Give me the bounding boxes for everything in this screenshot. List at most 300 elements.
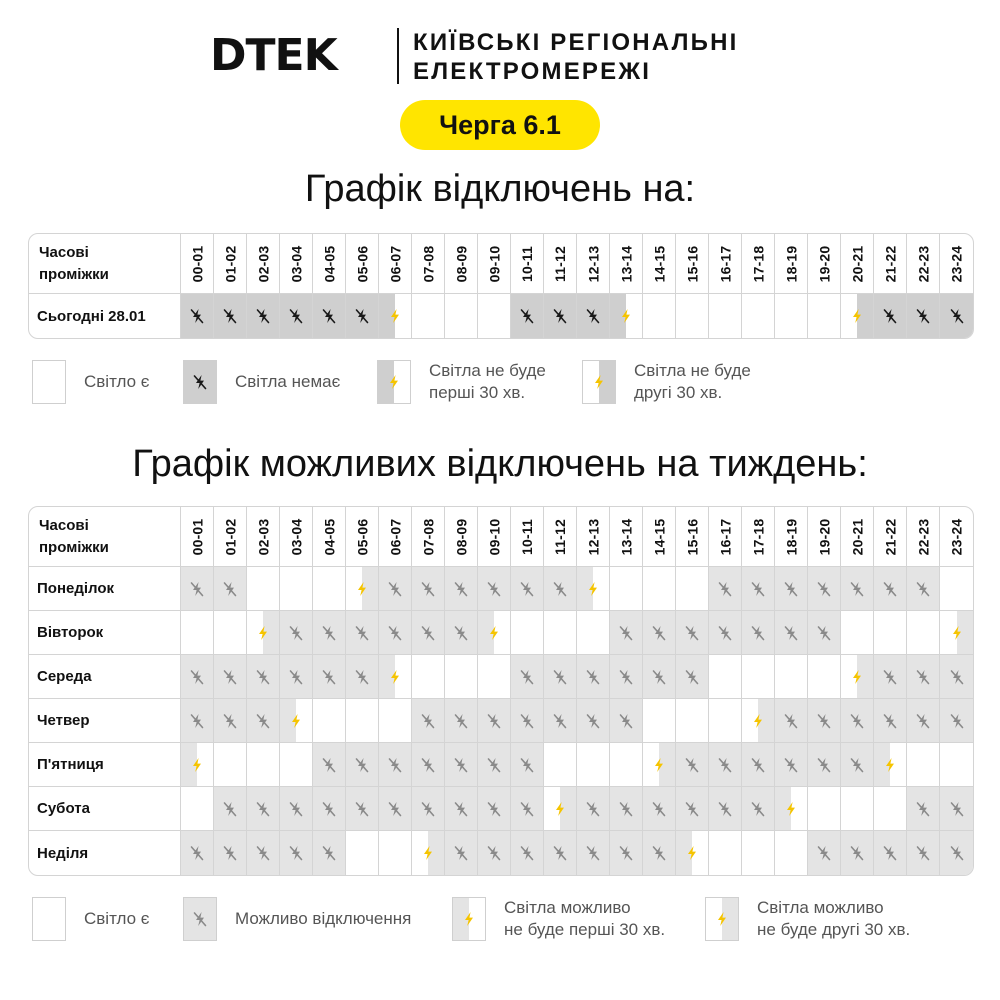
today-title: Графік відключень на: bbox=[304, 168, 696, 210]
schedule-cell bbox=[181, 831, 214, 875]
possible-outage-icon bbox=[585, 713, 601, 729]
legend-label: Можливо відключення bbox=[235, 909, 412, 928]
schedule-cell bbox=[940, 831, 973, 875]
schedule-cell bbox=[940, 787, 973, 831]
hour-label: 02-03 bbox=[255, 518, 271, 555]
schedule-cell bbox=[181, 611, 214, 655]
schedule-cell bbox=[412, 831, 445, 875]
hour-label: 01-02 bbox=[222, 518, 238, 555]
schedule-cell bbox=[379, 699, 412, 743]
hour-label: 09-10 bbox=[486, 518, 502, 555]
hour-label: 11-12 bbox=[552, 245, 569, 282]
hour-header bbox=[775, 507, 808, 567]
hour-label: 19-20 bbox=[816, 518, 832, 555]
possible-outage-icon bbox=[585, 669, 601, 685]
possible-outage-icon bbox=[222, 845, 238, 861]
schedule-cell bbox=[511, 743, 544, 787]
schedule-cell bbox=[214, 787, 247, 831]
day-label: П'ятниця bbox=[29, 743, 181, 787]
schedule-cell bbox=[379, 787, 412, 831]
schedule-cell bbox=[940, 567, 973, 611]
schedule-cell bbox=[841, 567, 874, 611]
schedule-cell bbox=[775, 743, 808, 787]
possible-outage-icon bbox=[321, 801, 337, 817]
hour-header bbox=[214, 507, 247, 567]
no-power-icon bbox=[519, 308, 535, 324]
dtek-logo bbox=[210, 30, 337, 81]
possible-outage-icon bbox=[453, 757, 469, 773]
schedule-cell bbox=[841, 655, 874, 699]
today-schedule-table bbox=[28, 233, 974, 339]
legend-item bbox=[705, 897, 1000, 945]
schedule-cell bbox=[379, 655, 412, 699]
possible-outage-icon bbox=[288, 669, 304, 685]
hour-label: 10-11 bbox=[519, 518, 536, 555]
lightning-icon bbox=[651, 757, 667, 773]
schedule-cell bbox=[775, 699, 808, 743]
possible-outage-icon bbox=[849, 757, 865, 773]
possible-outage-icon bbox=[915, 669, 931, 685]
schedule-cell bbox=[907, 567, 940, 611]
hour-label: 20-21 bbox=[849, 518, 865, 555]
schedule-cell bbox=[445, 611, 478, 655]
schedule-cell bbox=[247, 294, 280, 338]
possible-outage-icon bbox=[420, 801, 436, 817]
hour-header bbox=[445, 507, 478, 567]
hour-label: 14-15 bbox=[651, 245, 667, 282]
hour-header bbox=[676, 507, 709, 567]
schedule-cell bbox=[346, 831, 379, 875]
lightning-icon bbox=[849, 669, 865, 685]
schedule-cell bbox=[214, 567, 247, 611]
hour-label: 14-15 bbox=[651, 518, 667, 555]
no-power-icon bbox=[255, 308, 271, 324]
hour-label: 18-19 bbox=[783, 518, 799, 555]
schedule-cell bbox=[874, 743, 907, 787]
schedule-cell bbox=[379, 611, 412, 655]
possible-outage-icon bbox=[486, 845, 502, 861]
hour-header bbox=[181, 234, 214, 294]
hour-header bbox=[874, 507, 907, 567]
possible-outage-icon bbox=[783, 713, 799, 729]
schedule-cell bbox=[247, 567, 280, 611]
possible-outage-icon bbox=[750, 801, 766, 817]
schedule-cell bbox=[346, 611, 379, 655]
possible-outage-icon bbox=[783, 757, 799, 773]
schedule-cell bbox=[544, 655, 577, 699]
possible-outage-icon bbox=[717, 581, 733, 597]
possible-outage-icon bbox=[816, 757, 832, 773]
schedule-cell bbox=[346, 294, 379, 338]
possible-outage-icon bbox=[882, 845, 898, 861]
schedule-cell bbox=[742, 655, 775, 699]
schedule-cell bbox=[544, 787, 577, 831]
schedule-cell bbox=[676, 743, 709, 787]
possible-outage-icon bbox=[321, 669, 337, 685]
schedule-cell bbox=[808, 699, 841, 743]
day-label: Середа bbox=[29, 655, 181, 699]
schedule-cell bbox=[577, 831, 610, 875]
schedule-cell bbox=[577, 294, 610, 338]
possible-outage-icon bbox=[519, 757, 535, 773]
schedule-cell bbox=[874, 699, 907, 743]
schedule-cell bbox=[280, 699, 313, 743]
lightning-icon bbox=[552, 801, 568, 817]
schedule-cell bbox=[445, 831, 478, 875]
possible-outage-icon bbox=[453, 845, 469, 861]
schedule-cell bbox=[907, 831, 940, 875]
schedule-cell bbox=[775, 831, 808, 875]
schedule-cell bbox=[742, 567, 775, 611]
schedule-cell bbox=[214, 699, 247, 743]
schedule-cell bbox=[280, 611, 313, 655]
schedule-cell bbox=[643, 294, 676, 338]
schedule-cell bbox=[841, 831, 874, 875]
schedule-cell bbox=[412, 567, 445, 611]
lightning-icon bbox=[420, 845, 436, 861]
hour-label: 03-04 bbox=[288, 245, 304, 282]
schedule-cell bbox=[544, 567, 577, 611]
schedule-cell bbox=[841, 611, 874, 655]
possible-outage-icon bbox=[882, 669, 898, 685]
schedule-cell bbox=[181, 699, 214, 743]
schedule-cell bbox=[313, 831, 346, 875]
schedule-cell bbox=[643, 787, 676, 831]
possible-outage-icon bbox=[949, 801, 965, 817]
possible-outage-icon bbox=[519, 845, 535, 861]
schedule-cell bbox=[610, 611, 643, 655]
schedule-cell bbox=[346, 743, 379, 787]
hour-header bbox=[412, 234, 445, 294]
schedule-cell bbox=[775, 655, 808, 699]
schedule-cell bbox=[610, 787, 643, 831]
lightning-icon bbox=[255, 625, 271, 641]
hour-header bbox=[544, 234, 577, 294]
possible-outage-icon bbox=[420, 757, 436, 773]
hour-label: 03-04 bbox=[288, 518, 304, 555]
hour-header bbox=[181, 507, 214, 567]
schedule-cell bbox=[709, 611, 742, 655]
possible-outage-icon bbox=[717, 801, 733, 817]
schedule-cell bbox=[511, 655, 544, 699]
hour-label: 18-19 bbox=[783, 245, 799, 282]
possible-outage-icon bbox=[783, 581, 799, 597]
possible-outage-icon bbox=[717, 757, 733, 773]
possible-outage-icon bbox=[552, 713, 568, 729]
hour-label: 23-24 bbox=[948, 245, 965, 282]
schedule-cell bbox=[346, 699, 379, 743]
hour-header bbox=[775, 234, 808, 294]
schedule-cell bbox=[181, 787, 214, 831]
hour-header bbox=[280, 507, 313, 567]
possible-outage-icon bbox=[949, 669, 965, 685]
schedule-cell bbox=[445, 699, 478, 743]
possible-outage-icon bbox=[651, 845, 667, 861]
schedule-cell bbox=[478, 787, 511, 831]
no-power-icon bbox=[222, 308, 238, 324]
schedule-cell bbox=[280, 743, 313, 787]
lightning-icon bbox=[882, 757, 898, 773]
legend-label: Світла немає bbox=[235, 372, 341, 391]
possible-outage-icon bbox=[420, 713, 436, 729]
company-line-1: КИЇВСЬКІ РЕГІОНАЛЬНІ bbox=[413, 29, 739, 56]
schedule-cell bbox=[775, 611, 808, 655]
hour-header bbox=[346, 234, 379, 294]
possible-outage-icon bbox=[882, 581, 898, 597]
schedule-cell bbox=[247, 611, 280, 655]
possible-outage-icon bbox=[552, 581, 568, 597]
schedule-cell bbox=[874, 655, 907, 699]
schedule-cell bbox=[808, 787, 841, 831]
legend-swatch bbox=[32, 897, 66, 941]
hour-header bbox=[610, 234, 643, 294]
schedule-cell bbox=[214, 655, 247, 699]
legend-swatch bbox=[32, 360, 66, 404]
possible-outage-icon bbox=[519, 801, 535, 817]
hour-header bbox=[346, 507, 379, 567]
hour-header bbox=[676, 234, 709, 294]
day-label: Субота bbox=[29, 787, 181, 831]
hour-header bbox=[478, 507, 511, 567]
possible-outage-icon bbox=[354, 669, 370, 685]
schedule-cell bbox=[742, 699, 775, 743]
possible-outage-icon bbox=[849, 581, 865, 597]
hour-header bbox=[412, 507, 445, 567]
legend-label: Світла можливо не буде другі 30 хв. bbox=[757, 898, 911, 939]
possible-outage-icon bbox=[189, 581, 205, 597]
hour-label: 16-17 bbox=[717, 245, 733, 282]
lightning-icon bbox=[486, 625, 502, 641]
lightning-icon bbox=[618, 308, 634, 324]
schedule-cell bbox=[478, 699, 511, 743]
schedule-cell bbox=[610, 567, 643, 611]
schedule-cell bbox=[841, 294, 874, 338]
schedule-cell bbox=[643, 567, 676, 611]
possible-outage-icon bbox=[486, 713, 502, 729]
lightning-icon bbox=[189, 757, 205, 773]
schedule-cell bbox=[742, 611, 775, 655]
schedule-cell bbox=[643, 831, 676, 875]
hour-header bbox=[808, 234, 841, 294]
possible-outage-icon bbox=[949, 713, 965, 729]
legend-label: Світла не буде другі 30 хв. bbox=[634, 361, 751, 402]
schedule-cell bbox=[610, 743, 643, 787]
schedule-cell bbox=[181, 567, 214, 611]
lightning-icon bbox=[591, 374, 607, 390]
hour-header bbox=[940, 507, 973, 567]
lightning-icon bbox=[354, 581, 370, 597]
schedule-cell bbox=[511, 699, 544, 743]
possible-outage-icon bbox=[552, 845, 568, 861]
schedule-cell bbox=[511, 294, 544, 338]
possible-outage-icon bbox=[321, 625, 337, 641]
day-label: Неділя bbox=[29, 831, 181, 875]
hour-header bbox=[379, 234, 412, 294]
hour-header bbox=[709, 234, 742, 294]
schedule-cell bbox=[610, 699, 643, 743]
hour-label: 07-08 bbox=[420, 245, 436, 282]
schedule-cell bbox=[676, 294, 709, 338]
schedule-cell bbox=[478, 743, 511, 787]
possible-outage-icon bbox=[915, 713, 931, 729]
legend-label: Світла не буде перші 30 хв. bbox=[429, 361, 546, 402]
schedule-cell bbox=[610, 655, 643, 699]
schedule-cell bbox=[412, 743, 445, 787]
lightning-icon bbox=[288, 713, 304, 729]
schedule-cell bbox=[445, 567, 478, 611]
schedule-cell bbox=[544, 831, 577, 875]
possible-outage-icon bbox=[585, 801, 601, 817]
hour-header bbox=[313, 507, 346, 567]
possible-outage-icon bbox=[321, 845, 337, 861]
schedule-cell bbox=[445, 743, 478, 787]
possible-outage-icon bbox=[750, 581, 766, 597]
hour-header bbox=[313, 234, 346, 294]
hour-header bbox=[742, 507, 775, 567]
hour-header bbox=[940, 234, 973, 294]
schedule-cell bbox=[577, 743, 610, 787]
possible-outage-icon bbox=[783, 625, 799, 641]
hour-header bbox=[643, 507, 676, 567]
schedule-cell bbox=[577, 699, 610, 743]
schedule-cell bbox=[709, 787, 742, 831]
schedule-cell bbox=[511, 787, 544, 831]
schedule-cell bbox=[478, 567, 511, 611]
possible-outage-icon bbox=[453, 713, 469, 729]
schedule-cell bbox=[610, 831, 643, 875]
lightning-icon bbox=[714, 911, 730, 927]
no-power-icon bbox=[882, 308, 898, 324]
schedule-cell bbox=[577, 611, 610, 655]
hour-label: 05-06 bbox=[354, 518, 370, 555]
possible-outage-icon bbox=[420, 625, 436, 641]
possible-outage-icon bbox=[816, 581, 832, 597]
possible-outage-icon bbox=[882, 713, 898, 729]
possible-outage-icon bbox=[387, 581, 403, 597]
schedule-cell bbox=[445, 787, 478, 831]
schedule-cell bbox=[346, 567, 379, 611]
schedule-cell bbox=[940, 655, 973, 699]
hour-header bbox=[214, 234, 247, 294]
no-power-icon bbox=[192, 374, 208, 390]
schedule-cell bbox=[181, 655, 214, 699]
hour-header bbox=[874, 234, 907, 294]
legend-item bbox=[582, 360, 882, 408]
possible-outage-icon bbox=[750, 757, 766, 773]
schedule-cell bbox=[544, 743, 577, 787]
schedule-cell bbox=[709, 567, 742, 611]
possible-outage-icon bbox=[354, 625, 370, 641]
hour-label: 15-16 bbox=[684, 245, 700, 282]
hour-label: 05-06 bbox=[354, 245, 370, 282]
schedule-cell bbox=[742, 743, 775, 787]
possible-outage-icon bbox=[288, 845, 304, 861]
schedule-cell bbox=[313, 743, 346, 787]
possible-outage-icon bbox=[552, 669, 568, 685]
schedule-cell bbox=[577, 567, 610, 611]
schedule-cell bbox=[445, 655, 478, 699]
possible-outage-icon bbox=[222, 581, 238, 597]
schedule-cell bbox=[511, 611, 544, 655]
schedule-cell bbox=[214, 743, 247, 787]
hour-header bbox=[577, 234, 610, 294]
possible-outage-icon bbox=[651, 801, 667, 817]
no-power-icon bbox=[585, 308, 601, 324]
hour-header bbox=[610, 507, 643, 567]
schedule-cell bbox=[478, 831, 511, 875]
schedule-cell bbox=[379, 743, 412, 787]
schedule-cell bbox=[214, 294, 247, 338]
possible-outage-icon bbox=[420, 581, 436, 597]
no-power-icon bbox=[949, 308, 965, 324]
schedule-cell bbox=[511, 831, 544, 875]
hour-label: 16-17 bbox=[717, 518, 733, 555]
time-slots-header: Часові проміжки bbox=[29, 507, 181, 567]
hour-header bbox=[247, 507, 280, 567]
possible-outage-icon bbox=[849, 845, 865, 861]
possible-outage-icon bbox=[915, 801, 931, 817]
possible-outage-icon bbox=[618, 625, 634, 641]
schedule-cell bbox=[280, 831, 313, 875]
hour-header bbox=[478, 234, 511, 294]
legend-label: Світло є bbox=[84, 372, 150, 391]
schedule-cell bbox=[412, 787, 445, 831]
no-power-icon bbox=[321, 308, 337, 324]
hour-header bbox=[841, 234, 874, 294]
lightning-icon bbox=[585, 581, 601, 597]
lightning-icon bbox=[386, 374, 402, 390]
schedule-cell bbox=[214, 831, 247, 875]
hour-header bbox=[280, 234, 313, 294]
schedule-cell bbox=[478, 611, 511, 655]
hour-header bbox=[742, 234, 775, 294]
schedule-cell bbox=[874, 831, 907, 875]
schedule-cell bbox=[346, 787, 379, 831]
no-power-icon bbox=[288, 308, 304, 324]
possible-outage-icon bbox=[684, 669, 700, 685]
legend-swatch bbox=[183, 897, 217, 941]
schedule-cell bbox=[544, 611, 577, 655]
hour-header bbox=[808, 507, 841, 567]
schedule-cell bbox=[742, 831, 775, 875]
schedule-cell bbox=[808, 294, 841, 338]
schedule-cell bbox=[676, 699, 709, 743]
schedule-cell bbox=[181, 743, 214, 787]
possible-outage-icon bbox=[949, 845, 965, 861]
possible-outage-icon bbox=[453, 801, 469, 817]
lightning-icon bbox=[684, 845, 700, 861]
possible-outage-icon bbox=[222, 669, 238, 685]
hour-header bbox=[511, 234, 544, 294]
schedule-cell bbox=[313, 294, 346, 338]
possible-outage-icon bbox=[618, 669, 634, 685]
hour-label: 20-21 bbox=[849, 245, 865, 282]
today-row-label: Сьогодні 28.01 bbox=[29, 294, 181, 338]
schedule-cell bbox=[841, 699, 874, 743]
hour-label: 22-23 bbox=[915, 518, 931, 555]
hour-label: 13-14 bbox=[618, 518, 634, 555]
hour-label: 08-09 bbox=[453, 518, 469, 555]
no-power-icon bbox=[915, 308, 931, 324]
no-power-icon bbox=[189, 308, 205, 324]
schedule-cell bbox=[808, 655, 841, 699]
schedule-cell bbox=[676, 611, 709, 655]
possible-outage-icon bbox=[189, 713, 205, 729]
schedule-cell bbox=[412, 699, 445, 743]
schedule-cell bbox=[907, 294, 940, 338]
legend-swatch bbox=[452, 897, 486, 941]
hour-label: 07-08 bbox=[420, 518, 436, 555]
